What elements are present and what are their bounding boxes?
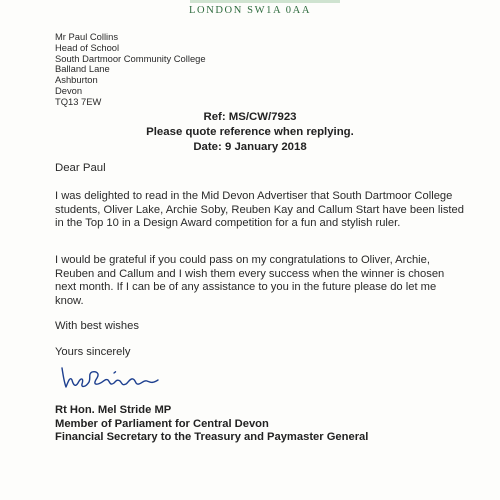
recipient-address: [55, 32, 206, 108]
closing-line: With best wishes: [55, 320, 139, 332]
reference-number: Ref: MS/CW/7923: [203, 111, 297, 123]
body-paragraph: I would be grateful if you could pass on my congratulations to Oliver, Archie, Reuben and Callum and I wish them every success when the winner is chosen next month. If I can be of any assistance to you in the future please do let me know.: [55, 254, 445, 307]
recipient-name: Mr Paul Collins: [55, 31, 119, 42]
salutation: Dear Paul: [55, 162, 106, 174]
signatory-office: Financial Secretary to the Treasury and Paymaster General: [55, 431, 369, 444]
recipient-county: Devon: [55, 84, 83, 96]
letterhead-address: LONDON SW1A 0AA: [189, 5, 311, 16]
valediction: Yours sincerely: [55, 346, 131, 358]
signatory-name: Rt Hon. Mel Stride MP: [55, 404, 172, 416]
reference-instruction: Please quote reference when replying.: [146, 126, 354, 138]
recipient-street: Balland Lane: [55, 63, 110, 75]
handwritten-signature: [58, 362, 168, 392]
letter-date: Date: 9 January 2018: [193, 141, 307, 153]
body-paragraph: I was delighted to read in the Mid Devon Advertiser that South Dartmoor College students, Oliver Lake, Archie Soby, Reuben Kay and Callum Start have been listed in the Top 10 in a Design Award competition for a fun and stylish ruler.: [55, 190, 464, 230]
recipient-organisation: South Dartmoor Community College: [55, 52, 206, 64]
letterhead-crest-edge: [190, 0, 340, 3]
recipient-title: Head of School: [55, 41, 120, 53]
reference-block: [0, 110, 500, 155]
signatory-role: Member of Parliament for Central Devon: [55, 417, 269, 430]
recipient-postcode: TQ13 7EW: [55, 95, 102, 107]
recipient-town: Ashburton: [55, 74, 98, 86]
signatory-block: [55, 404, 368, 445]
